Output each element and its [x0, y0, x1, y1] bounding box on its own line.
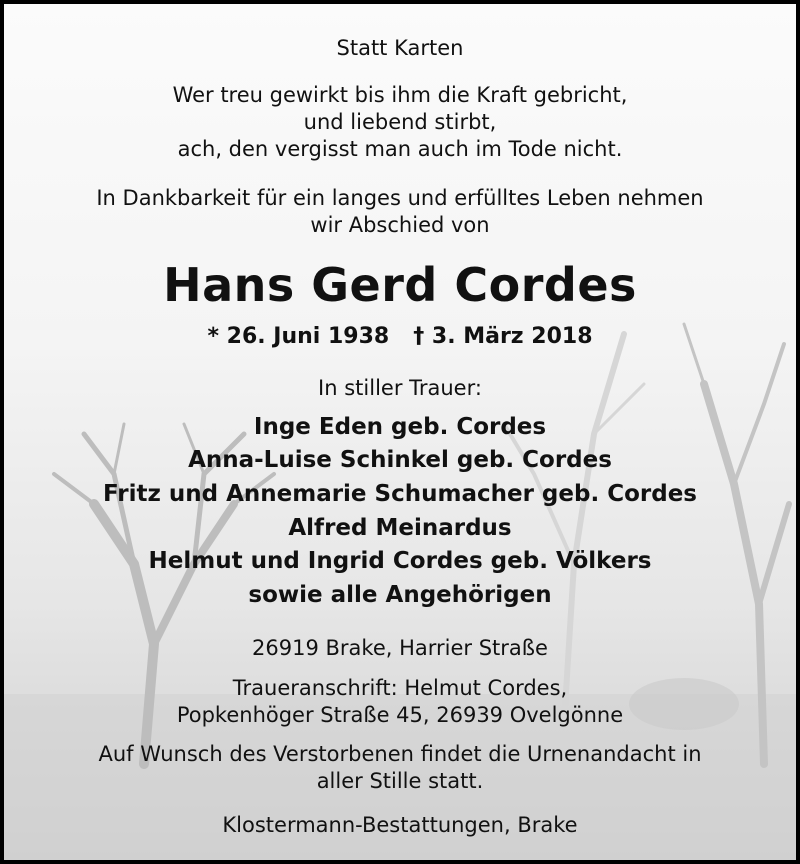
mourner-6: sowie alle Angehörigen [248, 582, 552, 608]
place-line: 26919 Brake, Harrier Straße [252, 636, 548, 660]
mourner-3: Fritz und Annemarie Schumacher geb. Cordes [103, 481, 697, 507]
mourning-address-line-1: Traueranschrift: Helmut Cordes, [232, 676, 568, 700]
intro-line-1: In Dankbarkeit für ein langes und erfülltes Leben nehmen [96, 186, 704, 210]
mourner-2: Anna-Luise Schinkel geb. Cordes [188, 447, 612, 473]
undertaker-line: Klostermann-Bestattungen, Brake [222, 813, 578, 837]
birth-date: * 26. Juni 1938 [207, 324, 390, 349]
intro-line-2: wir Abschied von [310, 213, 490, 237]
notice-text [4, 4, 796, 860]
mourner-5: Helmut und Ingrid Cordes geb. Völkers [148, 548, 652, 574]
poem-line-3: ach, den vergisst man auch im Tode nicht. [177, 137, 623, 161]
life-dates [4, 324, 796, 349]
wish-line-1: Auf Wunsch des Verstorbenen findet die Urnenandacht in [98, 742, 702, 766]
poem-line-1: Wer treu gewirkt bis ihm die Kraft gebricht, [172, 83, 628, 107]
wish-line-2: aller Stille statt. [316, 769, 484, 793]
header-text: Statt Karten [336, 36, 464, 60]
mourning-label: In stiller Trauer: [318, 376, 482, 400]
poem-line-2: und liebend stirbt, [303, 110, 497, 134]
deceased-name: Hans Gerd Cordes [163, 258, 637, 312]
mourner-1: Inge Eden geb. Cordes [253, 414, 547, 440]
death-date: † 3. März 2018 [413, 324, 593, 349]
mourner-4: Alfred Meinardus [288, 515, 512, 541]
mourning-address-line-2: Popkenhöger Straße 45, 26939 Ovelgönne [176, 703, 624, 727]
